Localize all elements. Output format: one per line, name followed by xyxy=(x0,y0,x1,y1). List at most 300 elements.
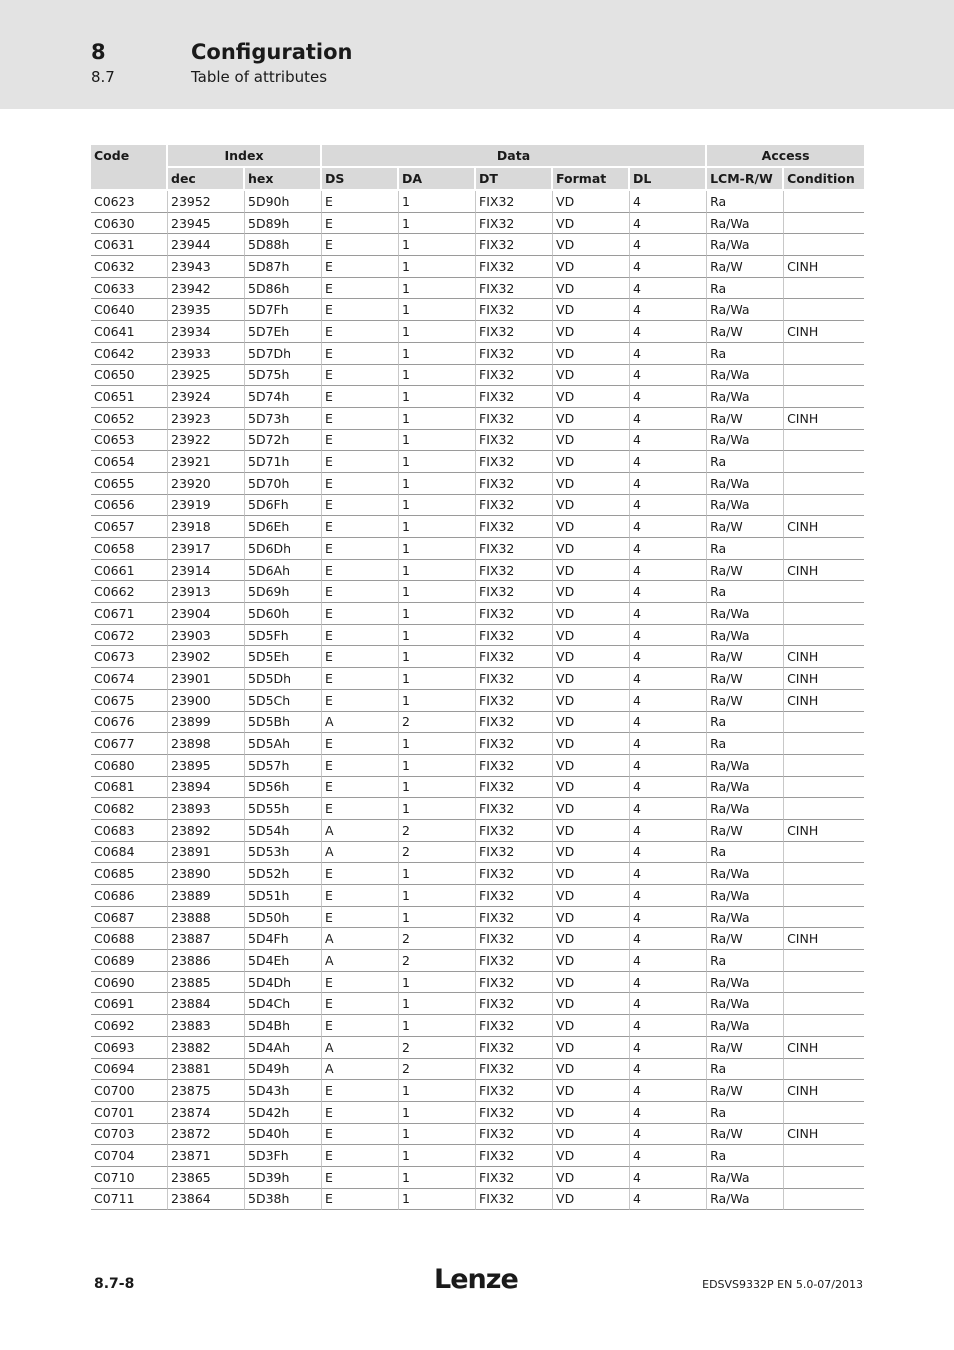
cell-dt: FIX32 xyxy=(476,690,553,712)
cell-dl: 4 xyxy=(630,1015,707,1037)
cell-condition xyxy=(784,213,864,235)
cell-code: C0692 xyxy=(91,1015,168,1037)
cell-lcm-rw: Ra/W xyxy=(707,928,784,950)
cell-code: C0640 xyxy=(91,299,168,321)
table-row xyxy=(91,299,864,321)
cell-dt: FIX32 xyxy=(476,365,553,387)
cell-dl: 4 xyxy=(630,603,707,625)
cell-da: 1 xyxy=(399,972,476,994)
cell-code: C0661 xyxy=(91,560,168,582)
cell-format: VD xyxy=(553,451,630,473)
cell-da: 2 xyxy=(399,820,476,842)
cell-hex: 5D5Ch xyxy=(245,690,322,712)
cell-lcm-rw: Ra/Wa xyxy=(707,1015,784,1037)
cell-condition xyxy=(784,603,864,625)
cell-lcm-rw: Ra/Wa xyxy=(707,234,784,256)
cell-code: C0690 xyxy=(91,972,168,994)
cell-dec: 23917 xyxy=(168,538,245,560)
cell-code: C0677 xyxy=(91,733,168,755)
cell-dl: 4 xyxy=(630,430,707,452)
cell-lcm-rw: Ra xyxy=(707,581,784,603)
cell-condition xyxy=(784,863,864,885)
table-row xyxy=(91,408,864,430)
cell-condition xyxy=(784,842,864,864)
cell-dec: 23899 xyxy=(168,712,245,734)
cell-da: 1 xyxy=(399,1124,476,1146)
cell-dt: FIX32 xyxy=(476,386,553,408)
cell-dt: FIX32 xyxy=(476,1145,553,1167)
cell-dl: 4 xyxy=(630,495,707,517)
cell-condition xyxy=(784,1102,864,1124)
cell-format: VD xyxy=(553,234,630,256)
cell-format: VD xyxy=(553,581,630,603)
cell-dt: FIX32 xyxy=(476,1124,553,1146)
cell-ds: E xyxy=(322,430,399,452)
cell-ds: E xyxy=(322,755,399,777)
cell-hex: 5D43h xyxy=(245,1080,322,1102)
table-row xyxy=(91,755,864,777)
cell-ds: A xyxy=(322,820,399,842)
cell-dl: 4 xyxy=(630,278,707,300)
cell-dec: 23925 xyxy=(168,365,245,387)
cell-dt: FIX32 xyxy=(476,538,553,560)
cell-dt: FIX32 xyxy=(476,625,553,647)
cell-code: C0704 xyxy=(91,1145,168,1167)
cell-dt: FIX32 xyxy=(476,907,553,929)
cell-format: VD xyxy=(553,777,630,799)
cell-ds: E xyxy=(322,451,399,473)
cell-format: VD xyxy=(553,755,630,777)
cell-hex: 5D40h xyxy=(245,1124,322,1146)
cell-lcm-rw: Ra xyxy=(707,451,784,473)
cell-condition xyxy=(784,712,864,734)
cell-dt: FIX32 xyxy=(476,495,553,517)
cell-condition xyxy=(784,343,864,365)
table-row xyxy=(91,560,864,582)
cell-condition xyxy=(784,581,864,603)
cell-da: 1 xyxy=(399,386,476,408)
header-lcm-rw: LCM-R/W xyxy=(707,168,784,191)
cell-code: C0680 xyxy=(91,755,168,777)
cell-format: VD xyxy=(553,1102,630,1124)
cell-ds: E xyxy=(322,885,399,907)
cell-hex: 5D7Fh xyxy=(245,299,322,321)
cell-dl: 4 xyxy=(630,473,707,495)
cell-dl: 4 xyxy=(630,1124,707,1146)
cell-condition xyxy=(784,1015,864,1037)
cell-ds: E xyxy=(322,907,399,929)
cell-ds: E xyxy=(322,1145,399,1167)
section-title: Table of attributes xyxy=(191,68,328,86)
cell-hex: 5D5Eh xyxy=(245,646,322,668)
table-row xyxy=(91,538,864,560)
table-row xyxy=(91,473,864,495)
cell-da: 1 xyxy=(399,1015,476,1037)
cell-code: C0642 xyxy=(91,343,168,365)
cell-code: C0693 xyxy=(91,1037,168,1059)
cell-lcm-rw: Ra/W xyxy=(707,1037,784,1059)
cell-da: 1 xyxy=(399,430,476,452)
cell-dt: FIX32 xyxy=(476,928,553,950)
cell-condition xyxy=(784,950,864,972)
header-code: Code xyxy=(91,145,168,191)
cell-lcm-rw: Ra/Wa xyxy=(707,755,784,777)
cell-format: VD xyxy=(553,343,630,365)
cell-da: 1 xyxy=(399,538,476,560)
cell-dt: FIX32 xyxy=(476,1059,553,1081)
cell-hex: 5D42h xyxy=(245,1102,322,1124)
cell-ds: E xyxy=(322,473,399,495)
header-format: Format xyxy=(553,168,630,191)
cell-format: VD xyxy=(553,1037,630,1059)
cell-da: 2 xyxy=(399,1037,476,1059)
cell-dec: 23886 xyxy=(168,950,245,972)
cell-da: 1 xyxy=(399,755,476,777)
cell-condition: CINH xyxy=(784,690,864,712)
cell-hex: 5D60h xyxy=(245,603,322,625)
cell-ds: E xyxy=(322,581,399,603)
cell-condition xyxy=(784,798,864,820)
cell-dec: 23882 xyxy=(168,1037,245,1059)
cell-dt: FIX32 xyxy=(476,755,553,777)
cell-ds: E xyxy=(322,1124,399,1146)
cell-condition xyxy=(784,885,864,907)
cell-hex: 5D74h xyxy=(245,386,322,408)
cell-dt: FIX32 xyxy=(476,560,553,582)
cell-code: C0701 xyxy=(91,1102,168,1124)
cell-dl: 4 xyxy=(630,907,707,929)
cell-da: 1 xyxy=(399,625,476,647)
page-number: 8.7-8 xyxy=(94,1276,135,1292)
cell-format: VD xyxy=(553,191,630,213)
cell-dec: 23883 xyxy=(168,1015,245,1037)
cell-condition: CINH xyxy=(784,668,864,690)
table-row xyxy=(91,386,864,408)
cell-code: C0703 xyxy=(91,1124,168,1146)
cell-dec: 23887 xyxy=(168,928,245,950)
cell-condition: CINH xyxy=(784,1124,864,1146)
cell-condition xyxy=(784,386,864,408)
cell-hex: 5D4Ah xyxy=(245,1037,322,1059)
cell-hex: 5D6Ah xyxy=(245,560,322,582)
header-data: Data xyxy=(322,145,707,168)
cell-lcm-rw: Ra/Wa xyxy=(707,907,784,929)
cell-da: 1 xyxy=(399,278,476,300)
table-row xyxy=(91,1124,864,1146)
cell-hex: 5D88h xyxy=(245,234,322,256)
cell-condition: CINH xyxy=(784,1080,864,1102)
cell-dec: 23943 xyxy=(168,256,245,278)
cell-format: VD xyxy=(553,1124,630,1146)
cell-dec: 23945 xyxy=(168,213,245,235)
cell-lcm-rw: Ra/Wa xyxy=(707,386,784,408)
cell-da: 1 xyxy=(399,733,476,755)
cell-code: C0688 xyxy=(91,928,168,950)
cell-dec: 23864 xyxy=(168,1189,245,1211)
table-row xyxy=(91,256,864,278)
cell-lcm-rw: Ra xyxy=(707,1145,784,1167)
cell-lcm-rw: Ra/W xyxy=(707,646,784,668)
cell-format: VD xyxy=(553,386,630,408)
cell-dl: 4 xyxy=(630,1145,707,1167)
cell-code: C0623 xyxy=(91,191,168,213)
cell-dec: 23942 xyxy=(168,278,245,300)
group-header-row xyxy=(91,145,864,168)
cell-hex: 5D4Dh xyxy=(245,972,322,994)
cell-dt: FIX32 xyxy=(476,408,553,430)
table-row xyxy=(91,1015,864,1037)
cell-code: C0662 xyxy=(91,581,168,603)
cell-format: VD xyxy=(553,972,630,994)
cell-condition xyxy=(784,972,864,994)
cell-dl: 4 xyxy=(630,885,707,907)
cell-ds: E xyxy=(322,299,399,321)
cell-condition xyxy=(784,755,864,777)
cell-dl: 4 xyxy=(630,755,707,777)
cell-dec: 23922 xyxy=(168,430,245,452)
cell-code: C0654 xyxy=(91,451,168,473)
cell-hex: 5D55h xyxy=(245,798,322,820)
cell-format: VD xyxy=(553,365,630,387)
cell-ds: A xyxy=(322,1037,399,1059)
table-row xyxy=(91,885,864,907)
cell-da: 1 xyxy=(399,299,476,321)
cell-code: C0657 xyxy=(91,516,168,538)
cell-dec: 23920 xyxy=(168,473,245,495)
table-row xyxy=(91,863,864,885)
cell-dl: 4 xyxy=(630,1102,707,1124)
cell-da: 1 xyxy=(399,885,476,907)
table-row xyxy=(91,646,864,668)
cell-da: 1 xyxy=(399,560,476,582)
cell-format: VD xyxy=(553,430,630,452)
cell-format: VD xyxy=(553,668,630,690)
cell-ds: E xyxy=(322,386,399,408)
cell-condition xyxy=(784,907,864,929)
cell-lcm-rw: Ra/Wa xyxy=(707,777,784,799)
table-row xyxy=(91,820,864,842)
cell-lcm-rw: Ra xyxy=(707,950,784,972)
cell-lcm-rw: Ra xyxy=(707,1102,784,1124)
cell-format: VD xyxy=(553,603,630,625)
cell-hex: 5D3Fh xyxy=(245,1145,322,1167)
cell-dl: 4 xyxy=(630,625,707,647)
cell-lcm-rw: Ra/Wa xyxy=(707,365,784,387)
table-row xyxy=(91,1102,864,1124)
cell-hex: 5D38h xyxy=(245,1189,322,1211)
cell-dl: 4 xyxy=(630,451,707,473)
cell-format: VD xyxy=(553,646,630,668)
cell-dec: 23895 xyxy=(168,755,245,777)
cell-code: C0674 xyxy=(91,668,168,690)
cell-condition xyxy=(784,538,864,560)
cell-dec: 23893 xyxy=(168,798,245,820)
cell-dl: 4 xyxy=(630,234,707,256)
cell-da: 1 xyxy=(399,256,476,278)
table-row xyxy=(91,321,864,343)
cell-format: VD xyxy=(553,1059,630,1081)
cell-hex: 5D53h xyxy=(245,842,322,864)
cell-condition xyxy=(784,733,864,755)
cell-dt: FIX32 xyxy=(476,950,553,972)
cell-lcm-rw: Ra/W xyxy=(707,321,784,343)
cell-hex: 5D7Eh xyxy=(245,321,322,343)
cell-code: C0652 xyxy=(91,408,168,430)
cell-format: VD xyxy=(553,820,630,842)
cell-lcm-rw: Ra xyxy=(707,538,784,560)
cell-dl: 4 xyxy=(630,213,707,235)
table-row xyxy=(91,1145,864,1167)
cell-ds: E xyxy=(322,993,399,1015)
table-row xyxy=(91,625,864,647)
cell-code: C0684 xyxy=(91,842,168,864)
cell-format: VD xyxy=(553,1167,630,1189)
cell-hex: 5D6Fh xyxy=(245,495,322,517)
cell-condition: CINH xyxy=(784,1037,864,1059)
cell-condition xyxy=(784,1189,864,1211)
cell-da: 1 xyxy=(399,343,476,365)
cell-da: 1 xyxy=(399,1080,476,1102)
cell-lcm-rw: Ra/W xyxy=(707,408,784,430)
cell-lcm-rw: Ra/W xyxy=(707,690,784,712)
cell-dl: 4 xyxy=(630,1059,707,1081)
cell-da: 1 xyxy=(399,646,476,668)
table-row xyxy=(91,1059,864,1081)
table-row xyxy=(91,842,864,864)
cell-hex: 5D89h xyxy=(245,213,322,235)
cell-dec: 23884 xyxy=(168,993,245,1015)
cell-dec: 23903 xyxy=(168,625,245,647)
cell-hex: 5D4Bh xyxy=(245,1015,322,1037)
cell-ds: E xyxy=(322,365,399,387)
cell-dt: FIX32 xyxy=(476,343,553,365)
cell-ds: A xyxy=(322,712,399,734)
cell-format: VD xyxy=(553,907,630,929)
cell-format: VD xyxy=(553,712,630,734)
header-condition: Condition xyxy=(784,168,864,191)
table-row xyxy=(91,712,864,734)
cell-dt: FIX32 xyxy=(476,1102,553,1124)
cell-format: VD xyxy=(553,950,630,972)
cell-da: 1 xyxy=(399,1167,476,1189)
cell-hex: 5D69h xyxy=(245,581,322,603)
cell-dec: 23935 xyxy=(168,299,245,321)
cell-lcm-rw: Ra/W xyxy=(707,1124,784,1146)
cell-format: VD xyxy=(553,495,630,517)
table-row xyxy=(91,798,864,820)
cell-dl: 4 xyxy=(630,863,707,885)
cell-hex: 5D6Eh xyxy=(245,516,322,538)
cell-condition xyxy=(784,625,864,647)
cell-da: 1 xyxy=(399,668,476,690)
cell-dec: 23889 xyxy=(168,885,245,907)
cell-hex: 5D86h xyxy=(245,278,322,300)
cell-hex: 5D49h xyxy=(245,1059,322,1081)
cell-ds: E xyxy=(322,1015,399,1037)
cell-ds: A xyxy=(322,842,399,864)
cell-code: C0651 xyxy=(91,386,168,408)
cell-da: 1 xyxy=(399,1189,476,1211)
cell-ds: E xyxy=(322,278,399,300)
cell-format: VD xyxy=(553,299,630,321)
table-row xyxy=(91,777,864,799)
table-row xyxy=(91,1037,864,1059)
cell-code: C0683 xyxy=(91,820,168,842)
cell-dec: 23898 xyxy=(168,733,245,755)
cell-da: 1 xyxy=(399,581,476,603)
cell-dl: 4 xyxy=(630,581,707,603)
table-row xyxy=(91,1189,864,1211)
table-row xyxy=(91,191,864,213)
cell-condition: CINH xyxy=(784,516,864,538)
cell-hex: 5D51h xyxy=(245,885,322,907)
cell-da: 1 xyxy=(399,495,476,517)
cell-format: VD xyxy=(553,321,630,343)
cell-dec: 23891 xyxy=(168,842,245,864)
cell-dt: FIX32 xyxy=(476,234,553,256)
document-reference: EDSVS9332P EN 5.0-07/2013 xyxy=(702,1278,863,1291)
cell-code: C0675 xyxy=(91,690,168,712)
cell-dec: 23923 xyxy=(168,408,245,430)
cell-ds: E xyxy=(322,516,399,538)
cell-ds: A xyxy=(322,928,399,950)
cell-dt: FIX32 xyxy=(476,777,553,799)
cell-dec: 23901 xyxy=(168,668,245,690)
cell-dl: 4 xyxy=(630,299,707,321)
cell-ds: E xyxy=(322,321,399,343)
cell-da: 2 xyxy=(399,928,476,950)
cell-code: C0676 xyxy=(91,712,168,734)
table-row xyxy=(91,972,864,994)
cell-lcm-rw: Ra/Wa xyxy=(707,863,784,885)
cell-dec: 23894 xyxy=(168,777,245,799)
cell-ds: E xyxy=(322,972,399,994)
cell-ds: E xyxy=(322,191,399,213)
cell-dt: FIX32 xyxy=(476,863,553,885)
cell-hex: 5D4Ch xyxy=(245,993,322,1015)
cell-dl: 4 xyxy=(630,560,707,582)
cell-hex: 5D50h xyxy=(245,907,322,929)
sub-header-row xyxy=(91,168,864,191)
cell-code: C0653 xyxy=(91,430,168,452)
table-row xyxy=(91,950,864,972)
cell-code: C0686 xyxy=(91,885,168,907)
cell-format: VD xyxy=(553,798,630,820)
cell-ds: E xyxy=(322,646,399,668)
cell-hex: 5D5Dh xyxy=(245,668,322,690)
cell-condition xyxy=(784,1145,864,1167)
cell-dt: FIX32 xyxy=(476,581,553,603)
cell-condition xyxy=(784,495,864,517)
cell-da: 1 xyxy=(399,863,476,885)
cell-ds: E xyxy=(322,1167,399,1189)
cell-da: 1 xyxy=(399,321,476,343)
cell-dec: 23934 xyxy=(168,321,245,343)
cell-code: C0631 xyxy=(91,234,168,256)
cell-code: C0673 xyxy=(91,646,168,668)
cell-condition: CINH xyxy=(784,928,864,950)
cell-format: VD xyxy=(553,560,630,582)
cell-format: VD xyxy=(553,516,630,538)
cell-dl: 4 xyxy=(630,256,707,278)
table-row xyxy=(91,1167,864,1189)
cell-condition xyxy=(784,1059,864,1081)
cell-condition xyxy=(784,1167,864,1189)
cell-code: C0700 xyxy=(91,1080,168,1102)
cell-da: 2 xyxy=(399,1059,476,1081)
cell-dt: FIX32 xyxy=(476,213,553,235)
cell-ds: E xyxy=(322,863,399,885)
